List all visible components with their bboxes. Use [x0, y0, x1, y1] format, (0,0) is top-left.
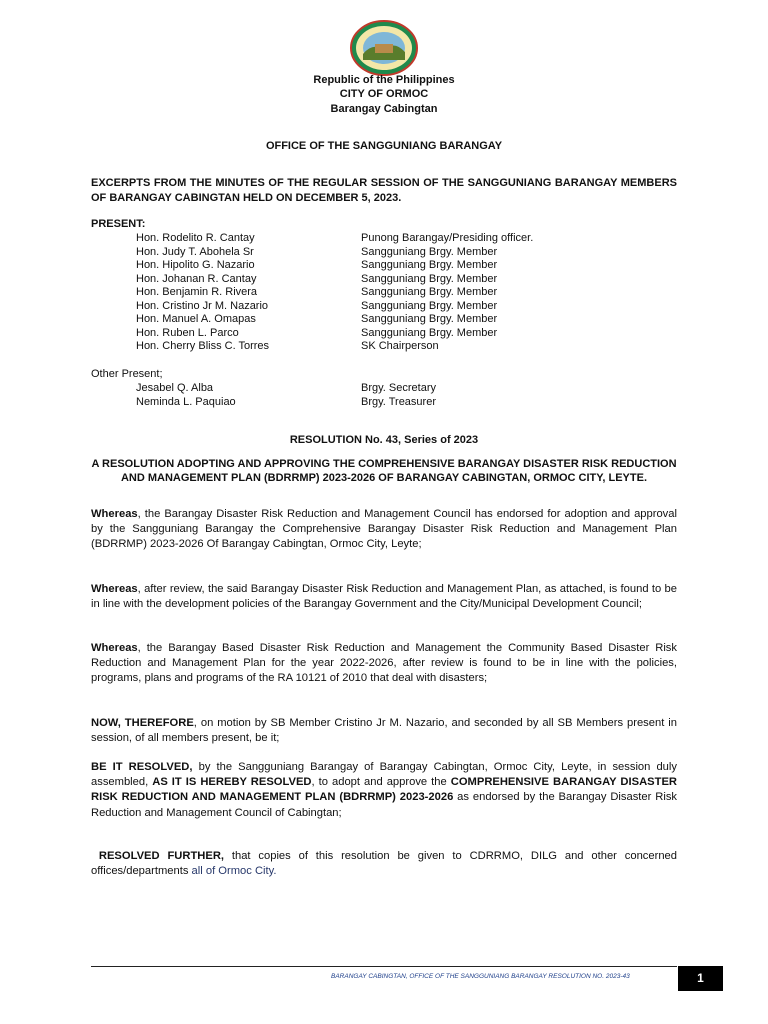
paragraph-text: as endorsed by the Barangay Disaster Risk Reduction and Management Council of Cabingtan;: [91, 791, 678, 819]
other-present-name: Jesabel Q. Alba: [136, 382, 214, 394]
present-role: Sangguniang Brgy. Member: [361, 259, 498, 271]
paragraph-tail: all of Ormoc City.: [191, 865, 277, 878]
present-name: Hon. Cristino Jr M. Nazario: [136, 299, 269, 312]
paragraph-lead: Whereas: [91, 642, 138, 654]
paragraph-lead: BE IT RESOLVED,: [91, 761, 193, 773]
present-name: Hon. Ruben L. Parco: [136, 326, 239, 339]
whereas-paragraph-3: [91, 641, 677, 687]
resolution-number: RESOLUTION No. 43, Series of 2023: [289, 434, 479, 446]
plan-title-emphasis: COMPREHENSIVE BARANGAY DISASTER RISK REDUCTION AND MANAGEMENT PLAN (BDRRMP) 2023-2026: [91, 776, 677, 804]
barangay-seal-logo: [349, 20, 419, 76]
present-name: Hon. Cherry Bliss C. Torres: [136, 340, 270, 352]
paragraph-lead: Whereas: [91, 583, 138, 595]
resolved-further-paragraph: [91, 849, 677, 879]
whereas-paragraph-1: [91, 507, 677, 553]
paragraph-emphasis: AS IT IS HEREBY RESOLVED: [152, 776, 312, 789]
paragraph-text: , on motion by SB Member Cristino Jr M. Nazario, and seconded by all SB Members present in session, of all members present, be it;: [91, 717, 677, 745]
page-number: 1: [678, 966, 723, 991]
office-title: OFFICE OF THE SANGGUNIANG BARANGAY: [265, 140, 503, 152]
footer-rule: [91, 966, 677, 967]
resolution-title: A RESOLUTION ADOPTING AND APPROVING THE COMPREHENSIVE BARANGAY DISASTER RISK REDUCTION AND MANAGEMENT PLAN (BDRRMP) 2023-2026 OF BARANGAY CABINGTAN, ORMOC CITY, LEYTE.: [91, 458, 677, 484]
present-role: Sangguniang Brgy. Member: [361, 326, 498, 339]
header-barangay: Barangay Cabingtan: [330, 103, 438, 115]
other-present-name: Neminda L. Paquiao: [136, 395, 236, 408]
other-present-label: Other Present;: [91, 368, 163, 380]
present-role: Sangguniang Brgy. Member: [361, 313, 498, 325]
paragraph-text: , after review, the said Barangay Disaster Risk Reduction and Management Plan, as attached, is found to be in line with the development policies of the Barangay Government and the City/Municipal Development Council;: [91, 583, 677, 611]
footer-caption: BARANGAY CABINGTAN, OFFICE OF THE SANGGUNIANG BARANGAY RESOLUTION NO. 2023-43: [331, 973, 630, 980]
present-label: PRESENT:: [91, 218, 146, 230]
present-name: Hon. Hipolito G. Nazario: [136, 259, 255, 271]
whereas-paragraph-2: [91, 582, 677, 612]
present-role: Sangguniang Brgy. Member: [361, 272, 498, 285]
present-name: Hon. Judy T. Abohela Sr: [136, 245, 254, 258]
paragraph-text: , the Barangay Based Disaster Risk Reduction and Management the Community Based Disaster Risk Reduction and Management Plan for the year 2022-2026, after review is found to be in line with the policies, programs, plans and programs of the RA 10121 of 2010 that deal with disasters;: [91, 642, 677, 685]
present-role: Sangguniang Brgy. Member: [361, 299, 498, 312]
paragraph-text: by the Sangguniang Barangay of Barangay Cabingtan, Ormoc City, Leyte, in session duly assembled,: [91, 761, 677, 789]
present-names-column: [136, 232, 269, 354]
be-it-resolved-paragraph: [91, 760, 677, 821]
other-present-role: Brgy. Secretary: [361, 382, 436, 394]
other-names-column: [136, 382, 236, 409]
present-name: Hon. Manuel A. Omapas: [136, 313, 256, 325]
paragraph-text: that copies of this resolution be given to CDRRMO, DILG and other concerned offices/departments: [91, 850, 678, 878]
present-role: SK Chairperson: [361, 340, 439, 352]
present-name: Hon. Benjamin R. Rivera: [136, 286, 258, 298]
header-republic: Republic of the Philippines: [313, 74, 455, 86]
present-roles-column: [361, 232, 533, 354]
present-role: Punong Barangay/Presiding officer.: [361, 232, 534, 244]
paragraph-text: , to adopt and approve the: [311, 776, 451, 789]
paragraph-text: , the Barangay Disaster Risk Reduction and Management Council has endorsed for adoption and approval by the Sangguniang Barangay the Comprehensive Barangay Disaster Risk Reduction and Management Plan (BDRRMP) 2023-2026 Of Barangay Cabingtan, Ormoc City, Leyte;: [91, 508, 677, 551]
paragraph-lead: Whereas: [91, 508, 138, 520]
present-role: Sangguniang Brgy. Member: [361, 286, 498, 298]
present-name: Hon. Johanan R. Cantay: [136, 272, 257, 285]
present-name: Hon. Rodelito R. Cantay: [136, 232, 255, 244]
present-role: Sangguniang Brgy. Member: [361, 245, 498, 258]
paragraph-lead: NOW, THEREFORE: [91, 717, 194, 729]
paragraph-lead: RESOLVED FURTHER,: [98, 850, 225, 862]
other-roles-column: [361, 382, 436, 409]
excerpt-heading: EXCERPTS FROM THE MINUTES OF THE REGULAR SESSION OF THE SANGGUNIANG BARANGAY MEMBERS OF BARANGAY CABINGTAN HELD ON DECEMBER 5, 2023.: [91, 177, 677, 204]
other-present-role: Brgy. Treasurer: [361, 395, 436, 408]
now-therefore-paragraph: [91, 716, 677, 746]
header-city: CITY OF ORMOC: [339, 88, 429, 100]
